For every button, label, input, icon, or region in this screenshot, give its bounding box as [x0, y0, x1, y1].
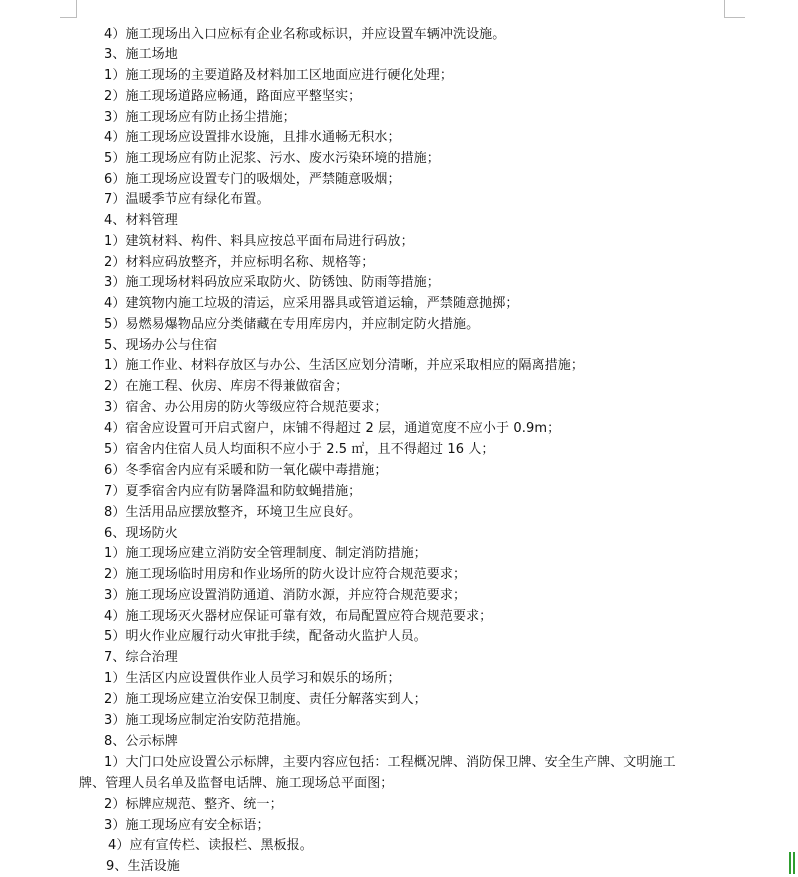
text-line: 1）建筑材料、构件、料具应按总平面布局进行码放；: [104, 234, 414, 249]
text-line: 6）冬季宿舍内应有采暖和防一氧化碳中毒措施；: [104, 463, 388, 478]
text-line: 8）生活用品应摆放整齐，环境卫生应良好。: [104, 505, 362, 520]
text-line: 5）明火作业应履行动火审批手续，配备动火监护人员。: [104, 629, 427, 644]
text-line: 1）施工现场应建立消防安全管理制度、制定消防措施；: [104, 546, 427, 561]
text-line-continuation: 牌、管理人员名单及监督电话牌、施工现场总平面图；: [79, 776, 394, 791]
text-line: 1）生活区内应设置供作业人员学习和娱乐的场所；: [104, 671, 401, 686]
section-heading: 4、材料管理: [104, 213, 178, 228]
text-line: 7）温暖季节应有绿化布置。: [104, 192, 270, 207]
section-heading: 8、公示标牌: [104, 734, 178, 749]
section-heading: 9、生活设施: [106, 859, 180, 874]
text-line: 4）应有宣传栏、读报栏、黑板报。: [108, 838, 313, 853]
section-heading: 6、现场防火: [104, 526, 178, 541]
text-line: 1）大门口处应设置公示标牌，主要内容应包括：工程概况牌、消防保卫牌、安全生产牌、文明施工: [104, 755, 676, 770]
text-line: 1）施工现场的主要道路及材料加工区地面应进行硬化处理；: [104, 68, 453, 83]
text-line: 4）施工现场灭火器材应保证可靠有效，布局配置应符合规范要求；: [104, 609, 493, 624]
text-line: 7）夏季宿舍内应有防暑降温和防蚊蝇措施；: [104, 484, 362, 499]
text-line: 5）宿舍内住宿人员人均面积不应小于 2.5 ㎡，且不得超过 16 人；: [104, 442, 495, 457]
text-line: 5）易燃易爆物品应分类储藏在专用库房内，并应制定防火措施。: [104, 317, 480, 332]
text-line: 4）建筑物内施工垃圾的清运，应采用器具或管道运输，严禁随意抛掷；: [104, 296, 519, 311]
text-line: 3）施工现场材料码放应采取防火、防锈蚀、防雨等措施；: [104, 275, 440, 290]
text-line: 2）标牌应规范、整齐、统一；: [104, 797, 283, 812]
text-line: 4）施工现场出入口应标有企业名称或标识，并应设置车辆冲洗设施。: [104, 27, 506, 42]
text-line: 2）施工现场道路应畅通，路面应平整坚实；: [104, 89, 362, 104]
text-line: 3）施工现场应有防止扬尘措施；: [104, 110, 296, 125]
text-line: 1）施工作业、材料存放区与办公、生活区应划分清晰，并应采取相应的隔离措施；: [104, 358, 584, 373]
text-line: 5）施工现场应有防止泥浆、污水、废水污染环境的措施；: [104, 151, 440, 166]
text-line: 4）施工现场应设置排水设施，且排水通畅无积水；: [104, 130, 401, 145]
text-line: 3）施工现场应有安全标语；: [104, 818, 270, 833]
section-heading: 7、综合治理: [104, 650, 178, 665]
text-line: 2）材料应码放整齐，并应标明名称、规格等；: [104, 255, 375, 270]
text-line: 2）施工现场临时用房和作业场所的防火设计应符合规范要求；: [104, 567, 467, 582]
text-line: 2）在施工程、伙房、库房不得兼做宿舍；: [104, 379, 349, 394]
text-line: 3）施工现场应设置消防通道、消防水源，并应符合规范要求；: [104, 588, 467, 603]
text-line: 3）宿舍、办公用房的防火等级应符合规范要求；: [104, 400, 388, 415]
crop-mark-top-right: [724, 0, 745, 18]
text-line: 6）施工现场应设置专门的吸烟处，严禁随意吸烟；: [104, 172, 401, 187]
text-line: 3）施工现场应制定治安防范措施。: [104, 713, 309, 728]
text-cursor-marker: [789, 852, 795, 874]
text-line: 2）施工现场应建立治安保卫制度、责任分解落实到人；: [104, 692, 427, 707]
text-line: 4）宿舍应设置可开启式窗户，床铺不得超过 2 层，通道宽度不应小于 0.9m；: [104, 421, 561, 436]
crop-mark-top-left: [60, 0, 77, 18]
section-heading: 5、现场办公与住宿: [104, 338, 218, 353]
section-heading: 3、施工场地: [104, 47, 178, 62]
